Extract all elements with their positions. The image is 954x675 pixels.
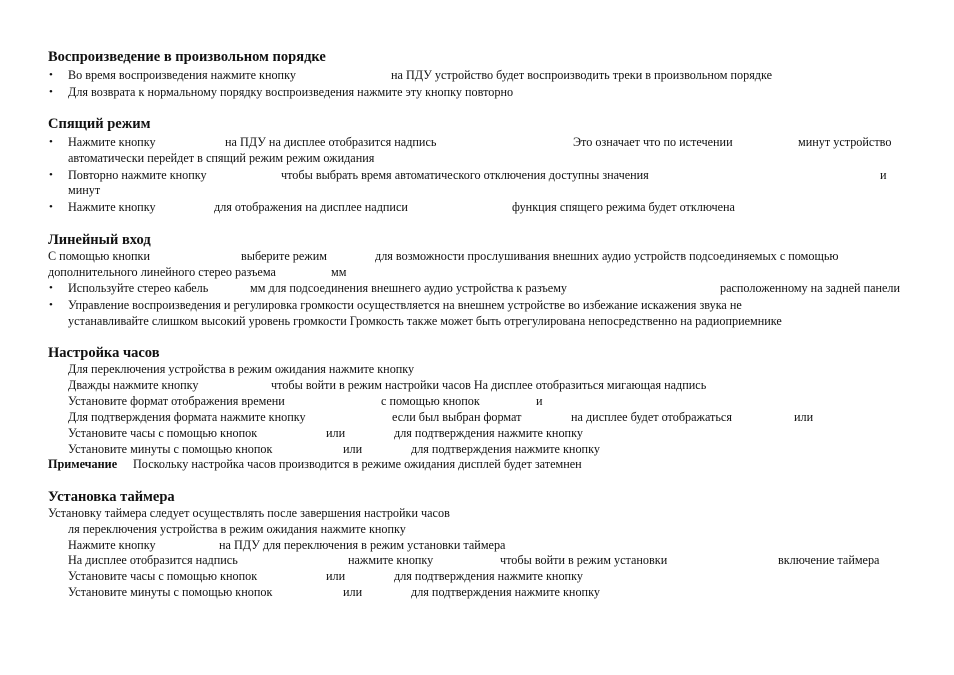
line-in-text-d: дополнительного линейного стерео разъема: [48, 265, 276, 279]
timer-step-4c: для подтверждения нажмите кнопку: [394, 569, 583, 583]
shuffle-step-1a: Во время воспроизведения нажмите кнопку: [68, 68, 296, 82]
clock-step-5c: для подтверждения нажмите кнопку: [394, 426, 583, 440]
shuffle-step-1b: на ПДУ устройство будет воспроизводить треки в произвольном порядке: [391, 68, 773, 82]
line-in-step-1a: Используйте стерео кабель: [68, 281, 209, 295]
note-text: Поскольку настройка часов производится в режиме ожидания дисплей будет затемнен: [133, 457, 582, 471]
section-title-timer: Установка таймера: [48, 489, 175, 505]
clock-step-4d: или: [794, 410, 814, 424]
note-label: Примечание: [48, 457, 118, 471]
sleep-step-2a: Повторно нажмите кнопку: [68, 168, 207, 182]
bullet: •: [49, 136, 53, 148]
bullet: •: [49, 282, 53, 294]
bullet: •: [49, 299, 53, 311]
line-in-step-1b: мм для подсоединения внешнего аудио устройства к разъему: [250, 281, 568, 295]
section-title-clock: Настройка часов: [48, 345, 160, 361]
line-in-step-2a: Управление воспроизведения и регулировка громкости осуществляется на внешнем устройстве во избежание искажения звука не: [68, 298, 742, 312]
clock-step-6a: Установите минуты с помощью кнопок: [68, 442, 273, 456]
sleep-step-1b: на ПДУ на дисплее отобразится надпись: [225, 135, 437, 149]
bullet: •: [49, 201, 53, 213]
clock-step-2b: чтобы войти в режим настройки часов На дисплее отобразиться мигающая надпись: [271, 378, 707, 392]
line-in-text-a: С помощью кнопки: [48, 249, 150, 263]
section-title-sleep: Спящий режим: [48, 116, 151, 132]
sleep-step-1e: автоматически перейдет в спящий режим режим ожидания: [68, 151, 375, 165]
clock-step-3b: с помощью кнопок: [381, 394, 480, 408]
timer-step-5a: Установите минуты с помощью кнопок: [68, 585, 273, 599]
clock-step-3a: Установите формат отображения времени: [68, 394, 285, 408]
timer-step-1: ля переключения устройства в режим ожидания нажмите кнопку: [68, 522, 406, 536]
sleep-step-1d: минут устройство: [798, 135, 892, 149]
line-in-step-1c: расположенному на задней панели: [720, 281, 901, 295]
bullet: •: [49, 86, 53, 98]
clock-step-4c: на дисплее будет отображаться: [571, 410, 732, 424]
section-title-shuffle: Воспроизведение в произвольном порядке: [48, 49, 326, 65]
timer-step-2b: на ПДУ для переключения в режим установки таймера: [219, 538, 506, 552]
clock-step-3c: и: [536, 394, 543, 408]
bullet: •: [49, 169, 53, 181]
shuffle-step-2: Для возврата к нормальному порядку воспроизведения нажмите эту кнопку повторно: [68, 85, 514, 99]
timer-step-3a: На дисплее отобразится надпись: [68, 553, 238, 567]
line-in-step-2b: устанавливайте слишком высокий уровень громкости Громкость также может быть отрегулирована непосредственно на радиоприемнике: [68, 314, 782, 328]
timer-step-4a: Установите часы с помощью кнопок: [68, 569, 258, 583]
timer-intro: Установку таймера следует осуществлять после завершения настройки часов: [48, 506, 450, 520]
clock-step-4b: если был выбран формат: [392, 410, 522, 424]
sleep-step-1a: Нажмите кнопку: [68, 135, 156, 149]
clock-step-5b: или: [326, 426, 346, 440]
clock-step-6b: или: [343, 442, 363, 456]
sleep-step-3a: Нажмите кнопку: [68, 200, 156, 214]
sleep-step-3b: для отображения на дисплее надписи: [214, 200, 408, 214]
timer-step-3b: нажмите кнопку: [348, 553, 434, 567]
timer-step-3d: включение таймера: [778, 553, 880, 567]
line-in-text-e: мм: [331, 265, 347, 279]
bullet: •: [49, 69, 53, 81]
clock-step-1: Для переключения устройства в режим ожидания нажмите кнопку: [68, 362, 415, 376]
sleep-step-2d: минут: [68, 183, 101, 197]
section-title-line-in: Линейный вход: [48, 232, 151, 248]
sleep-step-2c: и: [880, 168, 887, 182]
sleep-step-2b: чтобы выбрать время автоматического отключения доступны значения: [281, 168, 649, 182]
clock-step-5a: Установите часы с помощью кнопок: [68, 426, 258, 440]
timer-step-2a: Нажмите кнопку: [68, 538, 156, 552]
timer-step-5b: или: [343, 585, 363, 599]
clock-step-4a: Для подтверждения формата нажмите кнопку: [68, 410, 306, 424]
clock-step-6c: для подтверждения нажмите кнопку: [411, 442, 600, 456]
sleep-step-3c: функция спящего режима будет отключена: [512, 200, 735, 214]
sleep-step-1c: Это означает что по истечении: [573, 135, 733, 149]
line-in-text-c: для возможности прослушивания внешних аудио устройств подсоединяемых с помощью: [375, 249, 839, 263]
line-in-text-b: выберите режим: [241, 249, 327, 263]
timer-step-3c: чтобы войти в режим установки: [500, 553, 668, 567]
timer-step-4b: или: [326, 569, 346, 583]
timer-step-5c: для подтверждения нажмите кнопку: [411, 585, 600, 599]
clock-step-2a: Дважды нажмите кнопку: [68, 378, 199, 392]
